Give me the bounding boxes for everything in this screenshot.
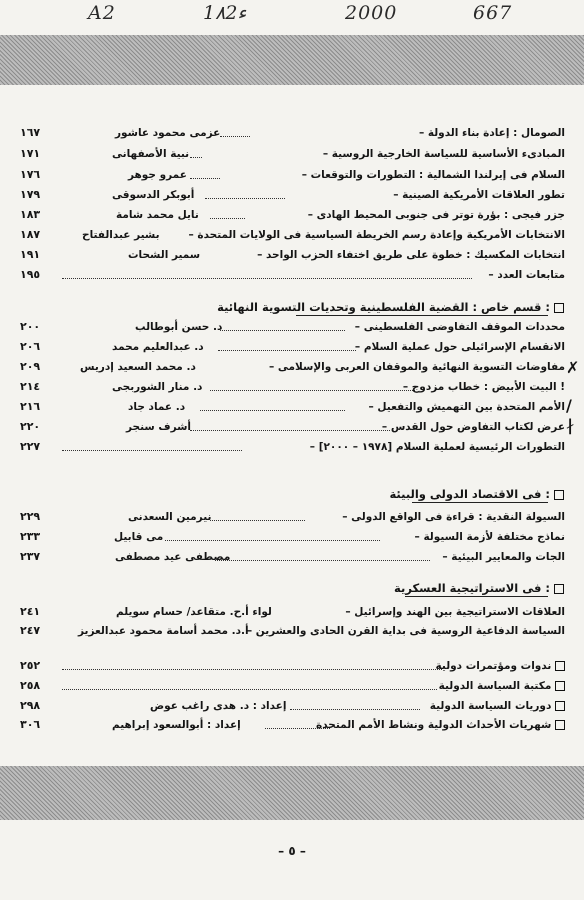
entry-title [439, 677, 565, 695]
author: عزمى محمود عاشور [115, 127, 221, 139]
bottom-hatched-band [0, 766, 584, 820]
author: د. محمد السعيد إدريس [80, 361, 196, 373]
page-number: ١٩١ [20, 248, 41, 261]
toc-row[interactable] [20, 697, 565, 715]
author: مصطفى عيد مصطفى [115, 551, 231, 563]
page-number: ٢٥٨ [20, 679, 41, 692]
checkbox-square-icon [554, 584, 564, 594]
author: د. منار الشوربجى [112, 381, 203, 393]
entry-title: – الانتخابات الأمريكية وإعادة رسم الخريطة السياسية فى الولايات المتحدة [188, 229, 565, 241]
handwritten-note-3: 2000 [345, 2, 398, 24]
entry-title: – السيولة النقدية : قراءة فى الواقع الدولى [342, 511, 565, 523]
leader-dots [190, 418, 390, 431]
toc-row[interactable] [20, 508, 565, 526]
entry-title: – المبادىء الأساسية للسياسة الخارجية الروسية [322, 148, 565, 160]
leader-dots [190, 145, 202, 158]
page-number: ١٩٥ [20, 268, 41, 281]
page-number: ٢٢٧ [20, 440, 41, 453]
leader-dots [62, 438, 242, 451]
section-heading-strategy [394, 578, 564, 598]
checkbox-square-icon [554, 303, 564, 313]
author: سمير الشحات [128, 249, 201, 261]
handwritten-tick-mark: ∤ [566, 416, 574, 435]
entry-title: – جزر فيجى : بؤرة توتر فى جنوبى المحيط الهادى [307, 209, 565, 221]
leader-dots [210, 508, 305, 521]
entry-title: – محددات الموقف التفاوضى الفلسطينى [354, 321, 565, 333]
leader-dots [62, 677, 437, 690]
toc-row[interactable] [20, 622, 565, 640]
page-footer-number: – ٥ – [278, 844, 306, 858]
leader-dots [210, 378, 415, 391]
entry-title-text: ندوات ومؤتمرات دولية [435, 660, 552, 672]
section-heading-text: فى الاستراتيجية العسكرية : [394, 581, 550, 595]
entry-title: – عرض لكتاب التفاوض حول القدس [381, 421, 565, 433]
toc-row[interactable] [20, 677, 565, 695]
entry-title: – البيت الأبيض : خطاب مزدوج ! [402, 381, 565, 393]
toc-row[interactable] [20, 398, 565, 416]
author: د. حسن أبوطالب [135, 321, 223, 333]
checkbox-square-icon [555, 720, 565, 730]
section-heading-special [217, 297, 564, 317]
page-number: ٢٣٧ [20, 550, 41, 563]
section-heading-economy [389, 484, 564, 504]
page-number: ١٧٦ [20, 168, 41, 181]
handwritten-note-1: A2 [88, 2, 116, 24]
heading-underline [412, 502, 548, 503]
author: لواء أ.ح. متقاعد/ حسام سويلم [116, 606, 272, 618]
toc-row[interactable] [20, 438, 565, 456]
toc-row[interactable] [20, 145, 565, 163]
page-number: ٢١٤ [20, 380, 41, 393]
entry-title: – نماذج مختلفة لأزمة السيولة [414, 531, 565, 543]
entry-title-text: دوريات السياسة الدولية [429, 700, 552, 712]
page-number: ٢٩٨ [20, 699, 41, 712]
checkbox-square-icon [555, 661, 565, 671]
handwritten-note-4: 667 [473, 2, 513, 24]
entry-title: – تطور العلاقات الأمريكية الصينية [393, 189, 565, 201]
handwritten-x-mark: ✗ [566, 358, 580, 377]
page-number: ٢٤٧ [20, 624, 41, 637]
leader-dots [62, 266, 472, 279]
page-number: ٢٢٠ [20, 420, 41, 433]
author: د. عبدالعليم محمد [112, 341, 204, 353]
page-number: ١٧١ [20, 147, 41, 160]
page-number: ١٧٩ [20, 188, 41, 201]
toc-row[interactable] [20, 166, 565, 184]
section-heading-text: فى الاقتصاد الدولى والبيئة : [389, 487, 550, 501]
entry-title: – انتخابات المكسيك : خطوة على طريق اختفاء الحزب الواحد [257, 249, 565, 261]
handwritten-tick-mark: / [566, 396, 572, 415]
author: إعداد : أبوالسعود إبراهيم [112, 719, 241, 731]
entry-title-text: مكتبة السياسة الدولية [438, 680, 552, 692]
toc-row[interactable] [20, 657, 565, 675]
page-number: ٢٢٩ [20, 510, 41, 523]
author: عمرو جوهر [128, 169, 187, 181]
author: د. عماد جاد [128, 401, 186, 413]
author: إعداد : د. هدى راغب عوض [150, 700, 287, 712]
entry-title [316, 716, 565, 734]
toc-row[interactable] [20, 124, 565, 142]
entry-title: – السلام فى إيرلندا الشمالية : التطورات والتوقعات [301, 169, 565, 181]
toc-row[interactable] [20, 528, 565, 546]
leader-dots [200, 398, 345, 411]
toc-row[interactable] [20, 206, 565, 224]
toc-row[interactable] [20, 548, 565, 566]
leader-dots [62, 657, 442, 670]
checkbox-square-icon [555, 681, 565, 691]
leader-dots [220, 124, 250, 137]
entry-title: – مفاوضات التسوية النهائية والموقفان العربى والإسلامى [268, 361, 565, 373]
section-heading-text: قسم خاص : القضية الفلسطينية وتحديات التسوية النهائية : [217, 300, 550, 314]
handwritten-note-2: 1٨2ء [203, 2, 247, 24]
toc-row[interactable] [20, 716, 565, 734]
entry-title: – الانقسام الإسرائيلى حول عملية السلام [354, 341, 565, 353]
page-number: ٢٤١ [20, 605, 41, 618]
page-number: ٢٠٩ [20, 360, 41, 373]
entry-title: – العلاقات الاستراتيجية بين الهند وإسرائيل [345, 606, 565, 618]
leader-dots [215, 548, 430, 561]
page-number: ١٨٧ [20, 228, 41, 241]
leader-dots [210, 206, 245, 219]
toc-row[interactable] [20, 338, 565, 356]
toc-row[interactable] [20, 358, 565, 376]
entry-title: – الصومال : إعادة بناء الدولة [418, 127, 565, 139]
author: نايل محمد شامة [116, 209, 199, 221]
heading-underline [405, 596, 548, 597]
author: أشرف سنجر [126, 421, 192, 433]
toc-row[interactable] [20, 266, 565, 284]
entry-title: – متابعات العدد [488, 269, 565, 281]
entry-title: – السياسة الدفاعية الروسية فى بداية القرن الحادى والعشرين [246, 625, 565, 637]
entry-title: – التطورات الرئيسية لعملية السلام [١٩٧٨ – ٢٠٠٠] [309, 441, 565, 453]
toc-row[interactable] [20, 378, 565, 396]
entry-title: – الجات والمعايير البيئية [442, 551, 565, 563]
page-number: ٢٥٢ [20, 659, 41, 672]
page-number: ٢٠٦ [20, 340, 41, 353]
leader-dots [165, 528, 380, 541]
author: بشير عبدالفتاح [82, 229, 160, 241]
toc-row[interactable] [20, 418, 565, 436]
toc-row[interactable] [20, 186, 565, 204]
toc-row[interactable] [20, 226, 565, 244]
page-number: ٢١٦ [20, 400, 41, 413]
page-number: ٢٠٠ [20, 320, 41, 333]
page-number: ١٨٣ [20, 208, 41, 221]
author: نيرمين السعدنى [128, 511, 212, 523]
entry-title-text: شهريات الأحداث الدولية ونشاط الأمم المتحدة [316, 719, 552, 731]
toc-row[interactable] [20, 318, 565, 336]
checkbox-square-icon [555, 701, 565, 711]
entry-title [430, 697, 565, 715]
top-hatched-band [0, 35, 584, 85]
author: نبية الأصفهانى [112, 148, 190, 160]
heading-underline [296, 315, 548, 316]
entry-title: – الأمم المتحدة بين التهميش والتفعيل [368, 401, 565, 413]
entry-title [436, 657, 565, 675]
author: أ.د. محمد أسامة محمود عبدالعزيز [78, 625, 249, 637]
toc-row[interactable] [20, 603, 565, 621]
leader-dots [190, 166, 220, 179]
page-number: ٢٣٣ [20, 530, 41, 543]
leader-dots [290, 697, 420, 710]
checkbox-square-icon [554, 490, 564, 500]
page-number: ٣٠٦ [20, 718, 41, 731]
leader-dots [220, 318, 345, 331]
toc-row[interactable] [20, 246, 565, 264]
author: أبوبكر الدسوقى [112, 189, 195, 201]
leader-dots [218, 338, 356, 351]
page-number: ١٦٧ [20, 126, 41, 139]
leader-dots [205, 186, 285, 199]
author: مى قابيل [114, 531, 164, 543]
